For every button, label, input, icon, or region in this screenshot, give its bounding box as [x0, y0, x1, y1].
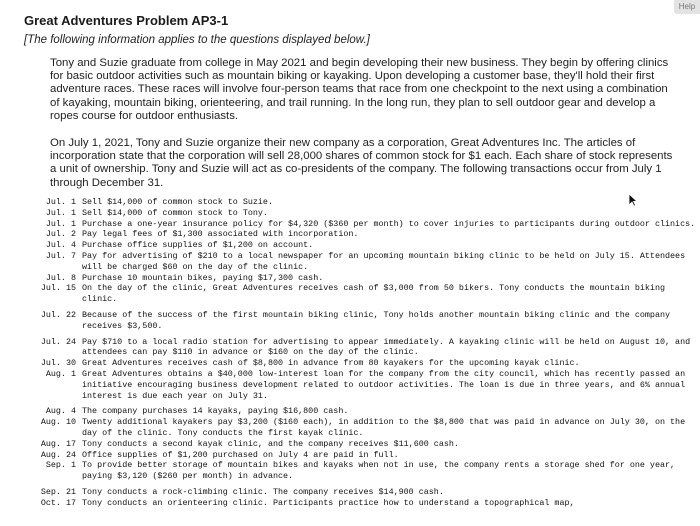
transaction-text: Purchase a one-year insurance policy for $4,320 ($360 per month) to cover injuries to participants during outdoor clinics.: [82, 218, 696, 229]
transaction-date: Aug. 1: [45, 368, 76, 379]
transaction-row: [36, 417, 700, 439]
transaction-date: Jul. 24: [40, 336, 76, 347]
transaction-row: [36, 251, 700, 273]
transaction-text: The company purchases 14 kayaks, paying $16,800 cash.: [82, 406, 349, 417]
transaction-row: [36, 337, 700, 359]
help-tab[interactable]: Help: [674, 0, 700, 14]
transaction-row: [36, 450, 700, 461]
transaction-date: Jul. 1: [45, 197, 76, 207]
transaction-text: Because of the success of the first mountain biking clinic, Tony holds another mountain biking clinic and the company receives $3,500.: [82, 309, 671, 331]
transaction-text: Sell $14,000 of common stock to Suzie.: [82, 197, 273, 207]
transaction-row: [36, 498, 700, 509]
transaction-list: [36, 197, 700, 509]
transaction-date: Aug. 24: [40, 449, 76, 460]
transaction-date: Jul. 8: [45, 272, 76, 283]
transaction-text: Office supplies of $1,200 purchased on July 4 are paid in full.: [82, 449, 399, 460]
organization-paragraph: On July 1, 2021, Tony and Suzie organize their new company as a corporation, Great Adventures Inc. The articles of incorporation state that the corporation will sell 28,000 shares of common stock for $1 each. Each share of stock represents a unit of ownership. Tony and Suzie will act as co-presidents of the company. The following transactions occur from July 1 through December 31.: [50, 137, 673, 189]
transaction-text: To provide better storage of mountain bikes and kayaks when not in use, the company rents a storage shed for one year, paying $3,120 ($260 per month) in advance.: [82, 460, 676, 482]
transaction-text: Great Adventures obtains a $40,000 low-interest loan for the company from the city council, which has recently passed an initiative encouraging business development related to outdoor activities. The loan is due in three years, and 6% annual interest is due each year on July 31.: [82, 368, 686, 401]
problem-subtitle: [The following information applies to the questions displayed below.]: [24, 34, 370, 46]
transaction-row: [36, 273, 700, 284]
transaction-date: Aug. 10: [40, 417, 76, 428]
transaction-row: [36, 219, 700, 230]
transaction-row: [36, 197, 700, 208]
problem-title: Great Adventures Problem AP3-1: [24, 13, 229, 28]
transaction-text: Purchase office supplies of $1,200 on account.: [82, 240, 314, 251]
transaction-text: Twenty additional kayakers pay $3,200 ($160 each), in addition to the $8,800 that was paid in advance on July 30, on the day of the clinic. Tony conducts the first kayak clinic.: [82, 417, 686, 438]
transaction-text: On the day of the clinic, Great Adventures receives cash of $3,000 from 50 bikers. Tony conducts the mountain biking clinic.: [82, 283, 665, 305]
transaction-date: Jul. 4: [45, 240, 76, 251]
transaction-row: [36, 283, 700, 305]
transaction-date: Aug. 4: [45, 406, 76, 417]
transaction-date: Jul. 22: [40, 309, 76, 320]
transaction-date: Jul. 1: [45, 207, 76, 218]
transaction-date: Jul. 7: [45, 250, 76, 261]
transaction-date: Jul. 15: [40, 283, 76, 294]
transaction-row: [36, 208, 700, 219]
transaction-row: [36, 240, 700, 251]
transaction-text: Pay for advertising of $210 to a local newspaper for an upcoming mountain biking clinic to be held on July 15. Attendees will be charged $60 on the day of the clinic.: [82, 250, 686, 272]
transaction-date: Aug. 17: [40, 438, 76, 449]
transaction-row: [36, 358, 700, 369]
transaction-text: Tony conducts a second kayak clinic, and the company receives $11,600 cash.: [82, 438, 459, 449]
transaction-date: Sep. 1: [45, 460, 76, 471]
transaction-text: Pay $710 to a local radio station for advertising to appear immediately. A kayaking clinic will be held on August 10, and attendees can pay $110 in advance or $160 on the day of the clinic.: [82, 336, 691, 358]
transaction-date: Jul. 30: [40, 358, 76, 369]
transaction-text: Great Adventures receives cash of $8,800 in advance from 80 kayakers for the upcoming kayak clinic.: [82, 358, 580, 369]
transaction-date: Jul. 1: [45, 218, 76, 229]
transaction-text: Tony conducts a rock-climbing clinic. The company receives $14,900 cash.: [82, 486, 444, 497]
intro-paragraph: Tony and Suzie graduate from college in May 2021 and begin developing their new business. They begin by offering clinics for basic outdoor activities such as mountain biking or kayaking. Upon developing a customer base, they'll hold their first adventure races. These races will involve four-person teams that race from one checkpoint to the next using a combination of kayaking, mountain biking, orienteering, and trail running. In the long run, they plan to sell outdoor gear and develop a ropes course for outdoor enthusiasts.: [50, 57, 669, 122]
transaction-row: [36, 487, 700, 498]
transaction-row: [36, 369, 700, 401]
transaction-date: Oct. 17: [40, 497, 76, 508]
transaction-text: Sell $14,000 of common stock to Tony.: [82, 207, 268, 218]
transaction-text: Pay legal fees of $1,300 associated with incorporation.: [82, 229, 359, 240]
transaction-text: Tony conducts an orienteering clinic. Participants practice how to understand a topographical map,: [82, 497, 575, 508]
transaction-row: [36, 460, 700, 482]
transaction-row: [36, 310, 700, 332]
transaction-row: [36, 439, 700, 450]
transaction-text: Purchase 10 mountain bikes, paying $17,300 cash.: [82, 272, 324, 283]
transaction-row: [36, 229, 700, 240]
transaction-row: [36, 406, 700, 417]
transaction-date: Sep. 21: [40, 486, 76, 497]
transaction-date: Jul. 2: [45, 229, 76, 240]
